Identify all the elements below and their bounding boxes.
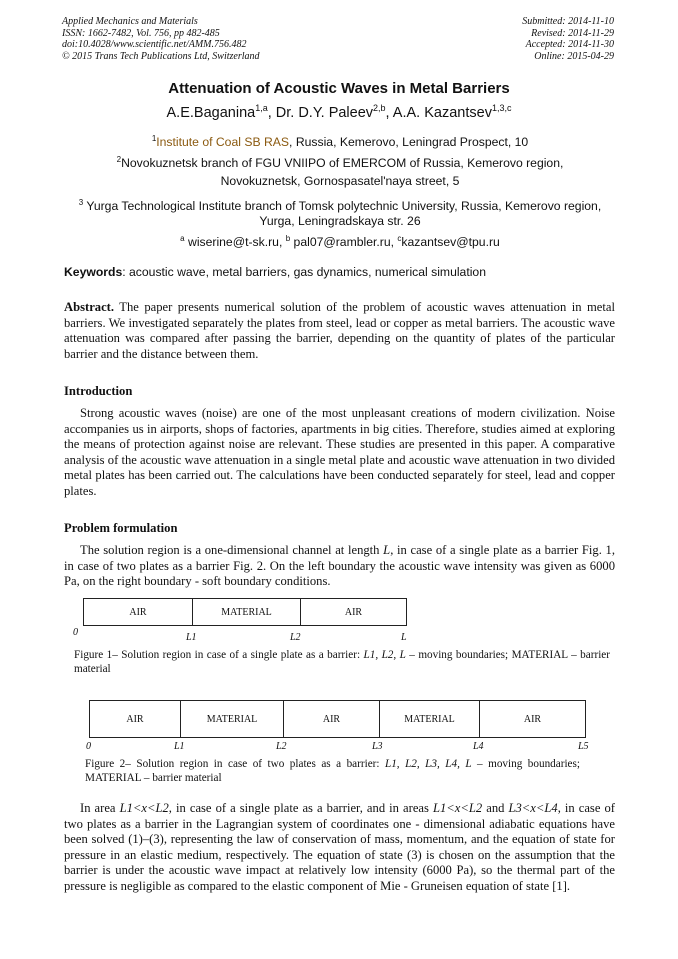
author-3: , A.A. Kazantsev [385, 104, 492, 121]
submission-dates [522, 16, 614, 62]
fig2-cell-air-2: AIR [283, 701, 379, 737]
author-emails [70, 231, 610, 250]
figure-1-caption [74, 649, 610, 676]
email-a[interactable]: wiserine@t-sk.ru, [184, 235, 286, 250]
para-var-1: L1<x<L2 [119, 801, 169, 815]
fig2-tick-L5: L5 [578, 741, 589, 752]
author-list [0, 103, 678, 121]
fig2-cell-air-1: AIR [126, 713, 144, 725]
affiliation-1-sup: 1 [151, 134, 157, 143]
problem-heading: Problem formulation [64, 521, 178, 535]
affiliation-1 [70, 131, 610, 150]
fig1-caption-b: – moving boundaries; MATERIAL – barrier material [74, 649, 610, 675]
author-2: , Dr. D.Y. Paleev [267, 104, 374, 121]
para-text-3: and [482, 801, 509, 815]
journal-name: Applied Mechanics and Materials [62, 16, 198, 27]
introduction-body: Strong acoustic waves (noise) are one of the most unpleasant creations of modern civilization. Noise accompanies us in airports, shops of factories, apartments in big cities. Therefore, studies aimed at exploring the means of protection against noise are relevant. These studies are presented in this paper. A comparative analysis of the acoustic wave attenuation in a single metal plate and acoustic wave attenuation in two divided metal plates has been carried out. The calculations have been conducted separately for steel, lead and copper plates. [64, 406, 615, 498]
author-1-sup: 1,a [255, 103, 268, 113]
email-b-sup: b [285, 234, 291, 243]
email-b[interactable]: pal07@rambler.ru, [290, 235, 398, 250]
fig1-cell-air-left: AIR [129, 606, 147, 618]
fig2-cell-material-1: MATERIAL [180, 701, 283, 737]
institute-link[interactable]: Institute of Coal SB RAS [156, 135, 290, 150]
figure-1-diagram [83, 598, 407, 626]
para-var-2: L1<x<L2 [432, 801, 483, 815]
accepted-date: Accepted: 2014-11-30 [525, 39, 614, 50]
problem-text [64, 543, 615, 590]
introduction-heading: Introduction [64, 384, 133, 398]
figure-2-caption [85, 758, 580, 785]
fig2-caption-vars: L1, L2, L3, L4, L [384, 758, 472, 770]
para-text-1: In area [80, 801, 120, 815]
issn-line: ISSN: 1662-7482, Vol. 756, pp 482-485 [62, 27, 220, 39]
affiliation-3 [70, 195, 610, 229]
problem-var-L: L [383, 543, 391, 557]
fig1-cell-material: MATERIAL [192, 599, 300, 625]
fig2-tick-L3: L3 [372, 741, 383, 752]
fig2-cell-air-3: AIR [479, 701, 585, 737]
fig2-cell-material-2: MATERIAL [379, 701, 479, 737]
para-text-2: , in case of a single plate as a barrier, and in areas [168, 801, 433, 815]
fig2-tick-L4: L4 [473, 741, 484, 752]
abstract-text: The paper presents numerical solution of the problem of acoustic waves attenuation in metal barriers. We investigated separately the plates from steel, lead or copper as metal barriers. The acoustic wave attenuation was compared after passing the barrier, depending on the quantity of plates of the particular barrier and the distance between them. [64, 300, 615, 361]
affiliation-2-sup: 2 [116, 155, 122, 164]
revised-date: Revised: 2014-11-29 [531, 27, 614, 39]
submitted-date: Submitted: 2014-11-10 [522, 16, 614, 27]
para-text-4: , in case of two plates as a barrier in the Lagrangian system of coordinates one - dimensional adiabatic equations have been solved (1)–(3), representing the law of conservation of mass, momentum, and the equation of state for pressure in an elastic medium, respectively. The equation of state (3) is chosen on the assumption that the barrier is under the acoustic wave impact at relatively low intensity (6000 Pa), so the thermal part of the pressure is negligible as compared to the elastic component of Mie - Gruneisen equation of state [1]. [64, 801, 615, 893]
affiliation-2-line-2: Novokuznetsk, Gornospasatel'naya street, 5 [220, 174, 460, 188]
email-a-sup: a [180, 234, 185, 243]
fig1-tick-L: L [401, 632, 407, 643]
fig1-caption-a: Figure 1– Solution region in case of a single plate as a barrier: [74, 649, 364, 661]
fig2-tick-L2: L2 [276, 741, 287, 752]
paper-title: Attenuation of Acoustic Waves in Metal Barriers [168, 80, 510, 97]
problem-text-a: The solution region is a one-dimensional channel at length [80, 543, 384, 557]
equations-paragraph [64, 801, 615, 895]
email-c[interactable]: kazantsev@tpu.ru [401, 235, 500, 250]
affiliation-3-text: Yurga Technological Institute branch of Tomsk polytechnic University, Russia, Kemerovo region, Yurga, Leningradskaya str. 26 [83, 199, 602, 229]
doi-line: doi:10.4028/www.scientific.net/AMM.756.482 [62, 39, 247, 50]
affiliation-1-text: , Russia, Kemerovo, Leningrad Prospect, 10 [289, 135, 529, 150]
author-2-sup: 2,b [373, 103, 386, 113]
email-c-sup: c [397, 234, 402, 243]
affiliation-2-text: Novokuznetsk branch of FGU VNIIPO of EMERCOM of Russia, Kemerovo region, [121, 156, 564, 171]
abstract-label: Abstract. [64, 300, 115, 314]
online-date: Online: 2015-04-29 [534, 50, 614, 62]
fig2-caption-b: – moving boundaries; MATERIAL – barrier material [85, 758, 580, 784]
keywords-text: : acoustic wave, metal barriers, gas dynamics, numerical simulation [122, 265, 486, 279]
fig2-caption-a: Figure 2– Solution region in case of two plates as a barrier: [85, 758, 385, 770]
figure-2-diagram [89, 700, 586, 738]
fig1-cell-air-right: AIR [300, 599, 406, 625]
fig1-tick-0: 0 [73, 627, 78, 638]
introduction-text [64, 406, 615, 500]
keywords [64, 265, 616, 279]
abstract [64, 300, 615, 362]
fig1-tick-L2: L2 [290, 632, 301, 643]
fig2-tick-L1: L1 [174, 741, 185, 752]
journal-info [62, 16, 260, 62]
keywords-label: Keywords [64, 265, 123, 279]
copyright-line: © 2015 Trans Tech Publications Ltd, Switzerland [62, 50, 260, 62]
fig1-tick-L1: L1 [186, 632, 197, 643]
fig2-tick-0: 0 [86, 741, 91, 752]
fig1-caption-vars: L1, L2, L [363, 649, 406, 661]
author-3-sup: 1,3,c [491, 103, 512, 113]
affiliation-2-line-1 [70, 152, 610, 171]
affiliation-3-sup: 3 [78, 198, 84, 207]
problem-text-b: , in case of a single plate as a barrier Fig. 1, in case of two plates as a barrier Fig. 2. On the left boundary the acoustic wave intensity was given as 6000 Pa, on the right boundary - soft boundary conditions. [64, 543, 616, 589]
author-1: A.E.Baganina [166, 104, 256, 121]
para-var-3: L3<x<L4 [508, 801, 558, 815]
